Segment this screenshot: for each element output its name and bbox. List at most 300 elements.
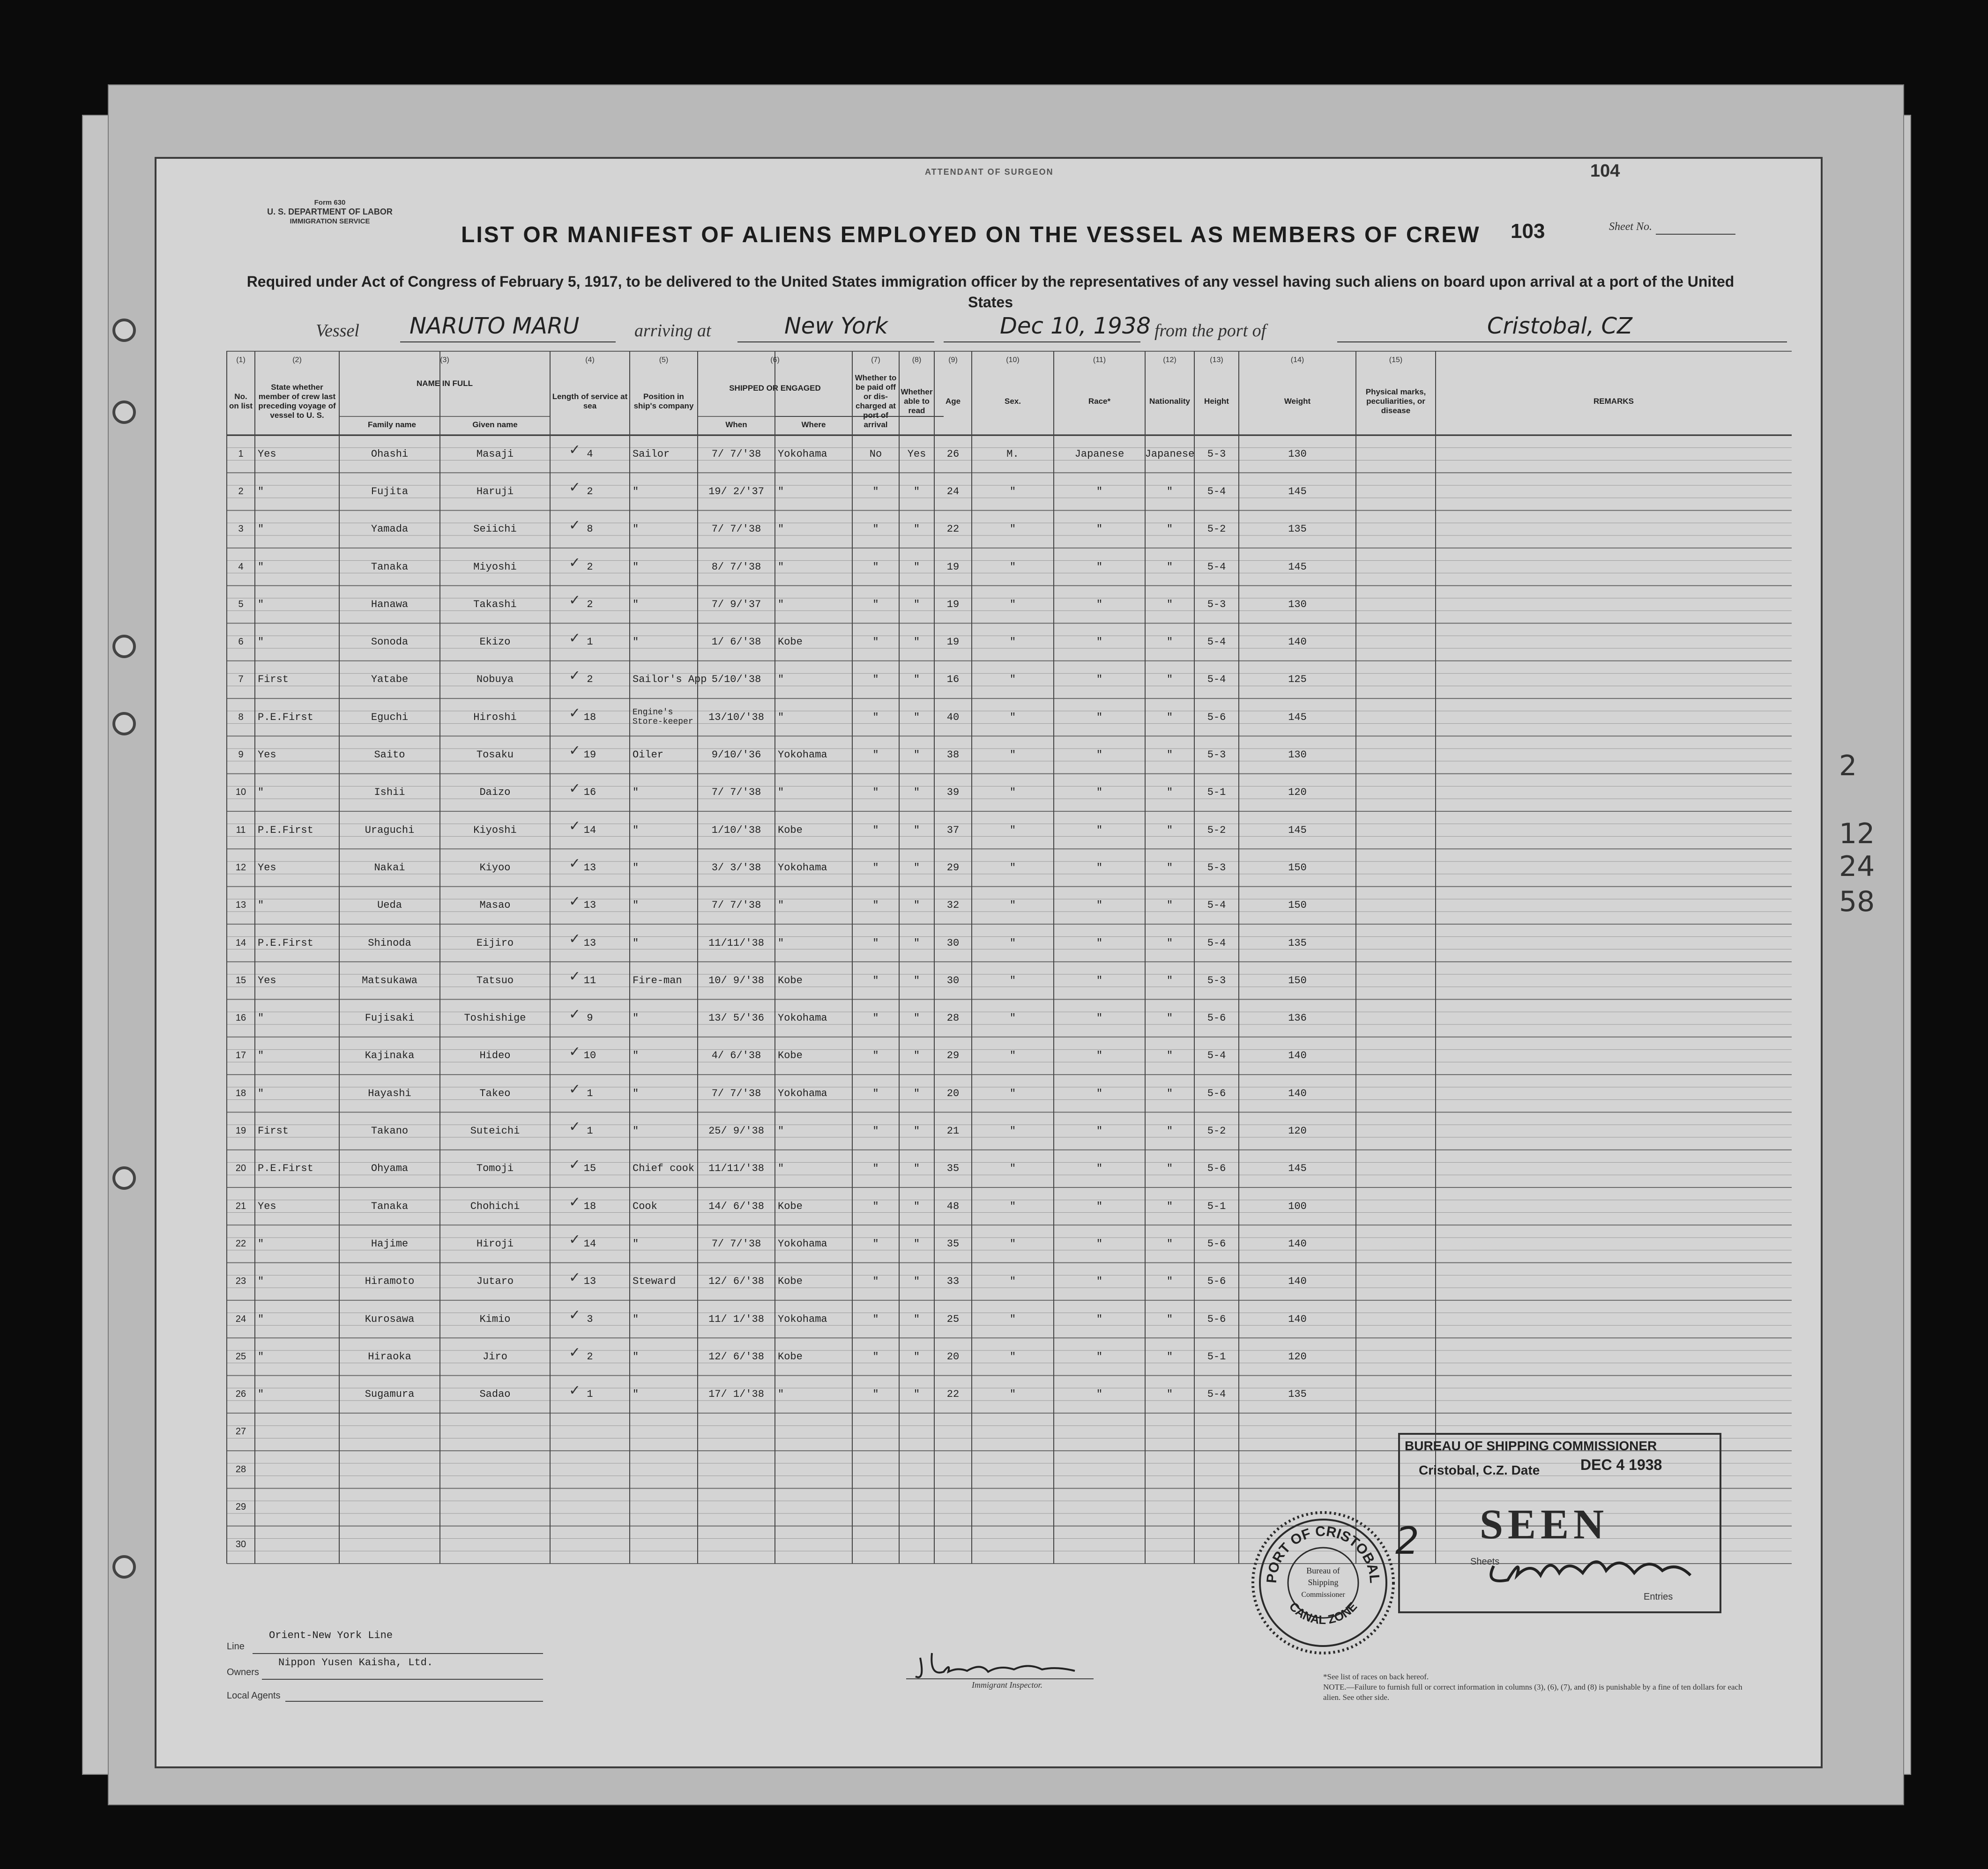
row-read: ": [913, 636, 920, 648]
row-given: Miyoshi: [473, 561, 517, 573]
row-when: 17/ 1/'38: [708, 1388, 764, 1401]
row-where: Yokohama: [778, 1313, 827, 1325]
row-family: Sonoda: [371, 636, 409, 648]
date-underline: [944, 341, 1140, 342]
row-state: ": [258, 1388, 264, 1401]
page-title: LIST OR MANIFEST OF ALIENS EMPLOYED ON THE VESSEL AS MEMBERS OF CREW: [461, 222, 1481, 247]
row-age: 20: [946, 1087, 960, 1099]
row-sex: ": [1009, 1238, 1016, 1250]
row-length: 1: [587, 1087, 593, 1099]
row-nationality: ": [1166, 598, 1173, 610]
row-length: 10: [583, 1050, 596, 1062]
row-read: ": [913, 899, 920, 912]
row-weight: 145: [1288, 711, 1307, 723]
row-sex: ": [1009, 1087, 1016, 1099]
row-discharged: ": [872, 1125, 879, 1137]
review-check-mark: ✓: [569, 780, 581, 797]
row-position: ": [633, 899, 639, 912]
vessel-name: NARUTO MARU: [410, 313, 580, 339]
row-read: ": [913, 1200, 920, 1212]
row-nationality: ": [1166, 711, 1173, 723]
row-position: Engine's Store-keeper: [633, 708, 693, 727]
row-age: 37: [946, 824, 960, 836]
row-sex: ": [1009, 937, 1016, 949]
row-race: ": [1096, 561, 1103, 573]
row-when: 7/ 9/'37: [711, 598, 761, 610]
row-no: 7: [238, 674, 244, 685]
row-no: 8: [238, 712, 244, 722]
row-height: 5-2: [1207, 824, 1226, 836]
review-check-mark: ✓: [569, 1306, 581, 1323]
row-family: Sugamura: [365, 1388, 415, 1401]
row-read: ": [913, 749, 920, 761]
row-nationality: ": [1166, 1012, 1173, 1024]
column-number: (3): [440, 356, 449, 364]
row-sex: ": [1009, 974, 1016, 986]
review-check-mark: ✓: [569, 442, 581, 458]
row-read: Yes: [907, 448, 926, 460]
row-position: Cook: [633, 1200, 657, 1212]
row-sex: ": [1009, 861, 1016, 874]
title-number: 103: [1511, 220, 1545, 243]
row-where: Kobe: [778, 1050, 803, 1062]
punch-hole: [112, 635, 136, 658]
review-check-mark: ✓: [569, 1382, 581, 1399]
review-check-mark: ✓: [569, 968, 581, 985]
row-discharged: ": [872, 786, 879, 799]
review-check-mark: ✓: [569, 517, 581, 534]
row-no: 15: [235, 975, 246, 986]
row-state: ": [258, 523, 264, 535]
row-family: Hayashi: [368, 1087, 411, 1099]
row-discharged: ": [872, 1087, 879, 1099]
header-when: When: [725, 420, 747, 429]
row-given: Ekizo: [479, 636, 511, 648]
row-race: ": [1096, 1163, 1103, 1175]
row-where: Kobe: [778, 824, 803, 836]
row-position: ": [633, 1350, 639, 1363]
row-no: 16: [235, 1013, 246, 1024]
row-position: ": [633, 1050, 639, 1062]
arrival-date: Dec 10, 1938: [1000, 313, 1151, 339]
row-height: 5-6: [1207, 1313, 1226, 1325]
row-nationality: ": [1166, 749, 1173, 761]
svg-text:CANAL ZONE: CANAL ZONE: [1286, 1599, 1360, 1627]
row-length: 2: [587, 674, 593, 686]
owners-underline: [262, 1679, 543, 1680]
review-check-mark: ✓: [569, 818, 581, 834]
row-length: 18: [583, 1200, 596, 1212]
row-weight: 135: [1288, 937, 1307, 949]
row-position: ": [633, 1388, 639, 1401]
header-discharged: Whether to be paid off or dis-charged at port of arrival: [855, 373, 897, 429]
header-no: No. on list: [229, 392, 253, 410]
row-length: 14: [583, 1238, 596, 1250]
arriving-label: arriving at: [634, 321, 711, 341]
row-read: ": [913, 674, 920, 686]
line-value: Orient-New York Line: [269, 1630, 393, 1641]
row-position: ": [633, 636, 639, 648]
row-given: Takeo: [479, 1087, 511, 1099]
row-length: 13: [583, 899, 596, 912]
row-length: 4: [587, 448, 593, 460]
row-position: ": [633, 485, 639, 497]
row-state: Yes: [258, 448, 276, 460]
row-length: 2: [587, 561, 593, 573]
row-no: 13: [235, 900, 246, 911]
row-family: Kajinaka: [365, 1050, 415, 1062]
row-position: ": [633, 1313, 639, 1325]
review-check-mark: ✓: [569, 893, 581, 910]
page-subtitle: Required under Act of Congress of February 5, 1917, to be delivered to the United States immigration officer by the representatives of any vessel having such aliens on board upon arrival at a port of the United States: [246, 273, 1735, 311]
row-length: 13: [583, 1276, 596, 1288]
header-race: Race*: [1088, 396, 1111, 406]
row-race: ": [1096, 899, 1103, 912]
row-state: Yes: [258, 749, 276, 761]
margin-mark: 2: [1839, 749, 1857, 782]
review-check-mark: ✓: [569, 1006, 581, 1023]
header-where: Where: [801, 420, 826, 429]
row-no: 1: [238, 448, 244, 459]
row-length: 18: [583, 711, 596, 723]
row-age: 26: [946, 448, 960, 460]
row-no: 18: [235, 1088, 246, 1098]
row-state: P.E.First: [258, 711, 313, 723]
row-race: ": [1096, 786, 1103, 799]
column-number: (4): [585, 356, 595, 364]
review-check-mark: ✓: [569, 592, 581, 609]
row-race: ": [1096, 974, 1103, 986]
row-where: Kobe: [778, 974, 803, 986]
row-position: Oiler: [633, 749, 664, 761]
row-discharged: ": [872, 1313, 879, 1325]
row-nationality: ": [1166, 824, 1173, 836]
row-weight: 100: [1288, 1200, 1307, 1212]
row-race: ": [1096, 1087, 1103, 1099]
row-height: 5-3: [1207, 598, 1226, 610]
column-number: (7): [871, 356, 880, 364]
row-where: Kobe: [778, 1276, 803, 1288]
row-race: ": [1096, 749, 1103, 761]
row-race: ": [1096, 1200, 1103, 1212]
column-number: (11): [1093, 356, 1106, 364]
row-where: Kobe: [778, 1350, 803, 1363]
row-length: 13: [583, 937, 596, 949]
arriving-at: New York: [784, 313, 888, 339]
row-race: ": [1096, 1125, 1103, 1137]
row-family: Hanawa: [371, 598, 409, 610]
row-read: ": [913, 1087, 920, 1099]
svg-text:Shipping: Shipping: [1308, 1578, 1339, 1587]
row-age: 25: [946, 1313, 960, 1325]
row-height: 5-3: [1207, 974, 1226, 986]
review-check-mark: ✓: [569, 930, 581, 947]
row-state: Yes: [258, 861, 276, 874]
row-family: Tanaka: [371, 561, 409, 573]
row-state: ": [258, 786, 264, 799]
row-no: 12: [235, 862, 246, 873]
row-family: Yamada: [371, 523, 409, 535]
row-nationality: ": [1166, 1125, 1173, 1137]
row-when: 7/ 7/'38: [711, 448, 761, 460]
review-check-mark: ✓: [569, 667, 581, 684]
row-length: 13: [583, 861, 596, 874]
row-race: ": [1096, 1012, 1103, 1024]
from-label: from the port of: [1154, 321, 1266, 341]
row-family: Ohyama: [371, 1163, 409, 1175]
row-where: ": [778, 1388, 784, 1401]
row-race: ": [1096, 598, 1103, 610]
row-age: 33: [946, 1276, 960, 1288]
row-read: ": [913, 861, 920, 874]
stamp-title: BUREAU OF SHIPPING COMMISSIONER: [1405, 1439, 1657, 1453]
punch-hole: [112, 1555, 136, 1579]
row-age: 35: [946, 1163, 960, 1175]
row-where: Yokohama: [778, 1012, 827, 1024]
row-family: Saito: [374, 749, 405, 761]
row-state: ": [258, 1012, 264, 1024]
review-check-mark: ✓: [569, 1119, 581, 1135]
row-no: 2: [238, 486, 244, 497]
row-age: 38: [946, 749, 960, 761]
column-number: (2): [292, 356, 302, 364]
entries-label: Entries: [1644, 1592, 1673, 1602]
row-state: ": [258, 1313, 264, 1325]
row-given: Hiroji: [476, 1238, 514, 1250]
row-where: Yokohama: [778, 1087, 827, 1099]
header-sex: Sex.: [1005, 396, 1021, 406]
review-check-mark: ✓: [569, 705, 581, 722]
row-weight: 140: [1288, 636, 1307, 648]
row-height: 5-6: [1207, 1238, 1226, 1250]
row-discharged: ": [872, 674, 879, 686]
row-height: 5-3: [1207, 861, 1226, 874]
row-sex: ": [1009, 674, 1016, 686]
header-shipped-engaged: SHIPPED OR ENGAGED: [729, 384, 821, 393]
header-nationality: Nationality: [1149, 396, 1190, 406]
header-length: Length of service at sea: [552, 392, 628, 410]
row-read: ": [913, 974, 920, 986]
row-height: 5-3: [1207, 749, 1226, 761]
row-nationality: ": [1166, 786, 1173, 799]
row-age: 19: [946, 561, 960, 573]
column-number: (6): [770, 356, 780, 364]
row-no: 10: [235, 787, 246, 798]
row-when: 13/ 5/'36: [708, 1012, 764, 1024]
row-when: 13/10/'38: [708, 711, 764, 723]
owners-label: Owners: [227, 1667, 259, 1677]
svg-text:Bureau of: Bureau of: [1306, 1566, 1340, 1575]
row-height: 5-4: [1207, 485, 1226, 497]
row-nationality: ": [1166, 1276, 1173, 1288]
row-where: Yokohama: [778, 1238, 827, 1250]
row-where: Kobe: [778, 1200, 803, 1212]
row-age: 30: [946, 937, 960, 949]
row-no: 29: [235, 1502, 246, 1513]
row-height: 5-1: [1207, 786, 1226, 799]
row-position: Steward: [633, 1276, 676, 1288]
header-height: Height: [1204, 396, 1229, 406]
row-state: ": [258, 636, 264, 648]
row-state: First: [258, 674, 289, 686]
margin-mark: 12: [1839, 817, 1875, 850]
row-position: Sailor's App: [633, 674, 707, 686]
row-weight: 140: [1288, 1313, 1307, 1325]
row-weight: 140: [1288, 1276, 1307, 1288]
line-label: Line: [227, 1641, 245, 1652]
row-when: 9/10/'36: [711, 749, 761, 761]
row-sex: ": [1009, 1350, 1016, 1363]
row-height: 5-3: [1207, 448, 1226, 460]
row-when: 7/ 7/'38: [711, 523, 761, 535]
header-marks: Physical marks, peculiarities, or disease: [1365, 387, 1426, 415]
row-given: Jutaro: [476, 1276, 514, 1288]
row-read: ": [913, 523, 920, 535]
row-when: 7/ 7/'38: [711, 1238, 761, 1250]
row-family: Hajime: [371, 1238, 409, 1250]
agents-underline: [285, 1701, 543, 1702]
row-weight: 135: [1288, 1388, 1307, 1401]
row-no: 5: [238, 599, 244, 609]
row-no: 25: [235, 1351, 246, 1362]
row-race: ": [1096, 711, 1103, 723]
row-weight: 145: [1288, 1163, 1307, 1175]
row-no: 6: [238, 637, 244, 647]
stamp-place: Cristobal, C.Z. Date: [1419, 1463, 1540, 1477]
row-where: Yokohama: [778, 749, 827, 761]
sheets-count: 2: [1395, 1519, 1419, 1563]
row-sex: M.: [1006, 448, 1019, 460]
row-where: ": [778, 674, 784, 686]
column-number: (15): [1389, 356, 1403, 364]
row-length: 14: [583, 824, 596, 836]
row-discharged: ": [872, 1012, 879, 1024]
row-discharged: No: [869, 448, 882, 460]
review-check-mark: ✓: [569, 1344, 581, 1361]
row-length: 16: [583, 786, 596, 799]
review-check-mark: ✓: [569, 554, 581, 571]
header-name-in-full: NAME IN FULL: [417, 379, 473, 388]
row-age: 20: [946, 1350, 960, 1363]
row-length: 11: [583, 974, 596, 986]
row-given: Tosaku: [476, 749, 514, 761]
row-when: 11/11/'38: [708, 937, 764, 949]
column-number: (9): [948, 356, 958, 364]
row-where: ": [778, 485, 784, 497]
row-discharged: ": [872, 861, 879, 874]
vessel-label: Vessel: [316, 321, 359, 341]
row-where: ": [778, 523, 784, 535]
row-given: Jiro: [483, 1350, 507, 1363]
row-nationality: ": [1166, 937, 1173, 949]
row-age: 40: [946, 711, 960, 723]
row-no: 17: [235, 1050, 246, 1061]
row-given: Tomoji: [476, 1163, 514, 1175]
row-given: Masaji: [476, 448, 514, 460]
footnote: [1323, 1672, 1745, 1703]
review-check-mark: ✓: [569, 479, 581, 496]
row-race: ": [1096, 523, 1103, 535]
row-race: Japanese: [1074, 448, 1124, 460]
row-race: ": [1096, 485, 1103, 497]
line-underline: [253, 1653, 543, 1654]
vessel-line: [316, 313, 1787, 349]
row-where: ": [778, 598, 784, 610]
row-when: 19/ 2/'37: [708, 485, 764, 497]
row-given: Suteichi: [470, 1125, 520, 1137]
row-position: ": [633, 1238, 639, 1250]
row-race: ": [1096, 674, 1103, 686]
row-state: ": [258, 1050, 264, 1062]
row-position: ": [633, 523, 639, 535]
row-read: ": [913, 485, 920, 497]
row-height: 5-6: [1207, 1087, 1226, 1099]
row-discharged: ": [872, 974, 879, 986]
header-remarks: REMARKS: [1593, 396, 1634, 406]
row-age: 28: [946, 1012, 960, 1024]
row-read: ": [913, 824, 920, 836]
row-sex: ": [1009, 1050, 1016, 1062]
row-weight: 150: [1288, 899, 1307, 912]
row-state: ": [258, 598, 264, 610]
row-no: 3: [238, 524, 244, 534]
margin-mark: 58: [1839, 885, 1875, 918]
row-when: 1/10/'38: [711, 824, 761, 836]
row-race: ": [1096, 1313, 1103, 1325]
row-sex: ": [1009, 711, 1016, 723]
row-given: Sadao: [479, 1388, 511, 1401]
row-no: 30: [235, 1539, 246, 1550]
row-family: Hiramoto: [365, 1276, 415, 1288]
row-when: 12/ 6/'38: [708, 1276, 764, 1288]
row-nationality: ": [1166, 1350, 1173, 1363]
row-weight: 136: [1288, 1012, 1307, 1024]
stamp-date: DEC 4 1938: [1580, 1456, 1662, 1473]
row-age: 21: [946, 1125, 960, 1137]
row-given: Toshishige: [464, 1012, 526, 1024]
row-state: ": [258, 1276, 264, 1288]
row-given: Kiyoshi: [473, 824, 517, 836]
row-length: 9: [587, 1012, 593, 1024]
row-where: ": [778, 561, 784, 573]
row-sex: ": [1009, 561, 1016, 573]
row-sex: ": [1009, 1276, 1016, 1288]
row-race: ": [1096, 636, 1103, 648]
row-no: 27: [235, 1426, 246, 1437]
row-when: 1/ 6/'38: [711, 636, 761, 648]
review-check-mark: ✓: [569, 855, 581, 872]
row-no: 28: [235, 1464, 246, 1475]
row-age: 35: [946, 1238, 960, 1250]
column-number: (5): [659, 356, 669, 364]
row-position: ": [633, 561, 639, 573]
row-sex: ": [1009, 1163, 1016, 1175]
row-position: ": [633, 824, 639, 836]
row-read: ": [913, 786, 920, 799]
arriving-underline: [737, 341, 934, 342]
row-discharged: ": [872, 749, 879, 761]
sheets-label: Sheets: [1470, 1557, 1500, 1567]
row-position: ": [633, 786, 639, 799]
row-position: ": [633, 1012, 639, 1024]
row-height: 5-4: [1207, 899, 1226, 912]
form-number: Form 630: [314, 199, 346, 207]
row-when: 7/ 7/'38: [711, 1087, 761, 1099]
row-position: ": [633, 861, 639, 874]
row-nationality: ": [1166, 561, 1173, 573]
row-height: 5-4: [1207, 937, 1226, 949]
row-no: 20: [235, 1163, 246, 1174]
